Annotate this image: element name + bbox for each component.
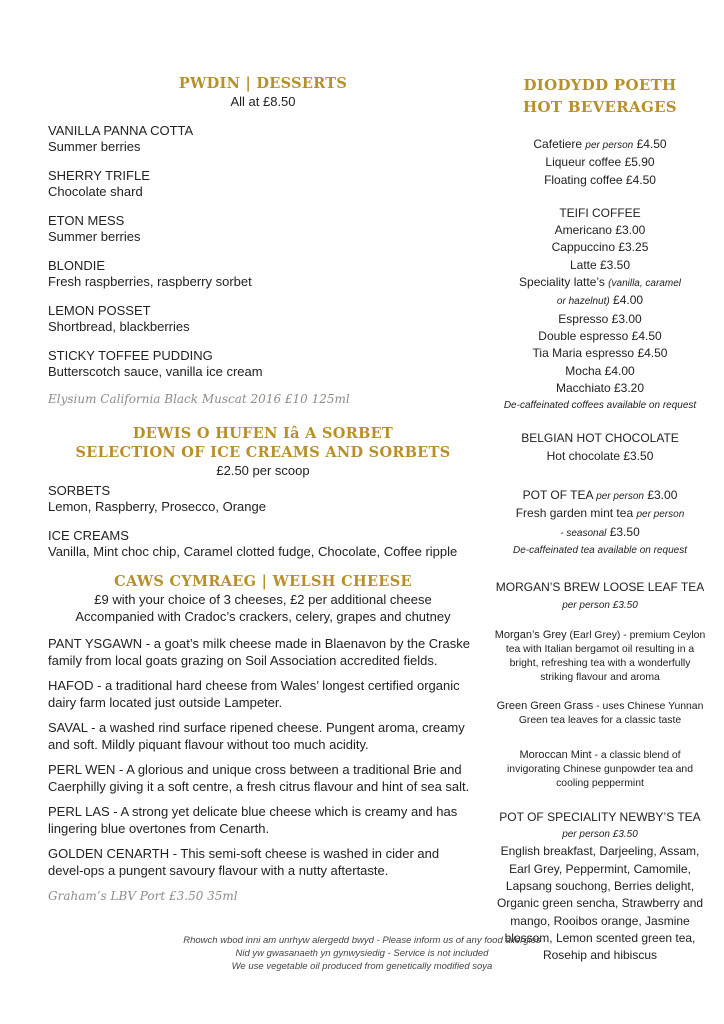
green-green-grass [494,699,706,728]
pot-of-tea-label: POT OF TEA [522,488,597,503]
dessert-item [48,258,478,290]
ice-item-desc: Lemon, Raspberry, Prosecco, Orange [48,499,266,514]
cheese-port: Graham’s LBV Port £3.50 35ml [48,889,238,903]
right-column [494,74,706,965]
dessert-desc: Summer berries [48,139,141,154]
ice-item-desc: Vanilla, Mint choc chip, Caramel clotted fudge, Chocolate, Coffee ripple [48,544,458,559]
per-person-note: per person [636,509,685,521]
cheese-item: GOLDEN CENARTH - This semi-soft cheese is washed in cider and devel-ops a pungent savoury flavour with a nutty aftertaste. [48,846,440,878]
flavour-note: (vanilla, caramel [608,278,681,290]
ice-item-name: SORBETS [48,483,111,498]
dessert-wine: Elysium California Black Muscat 2016 £10 125ml [48,392,350,406]
dessert-name: VANILLA PANNA COTTA [48,123,194,138]
espresso: Espresso £3.00 [558,311,642,326]
footer [0,934,724,973]
ice-item-name: ICE CREAMS [48,528,129,543]
cafetiere-label: Cafetiere [533,137,586,151]
tea-desc: - uses Chinese Yunnan Green tea leaves for a classic taste [518,700,704,726]
dessert-item [48,303,478,335]
hot-chocolate: Hot chocolate £3.50 [546,448,654,463]
cheese-item: PANT YSGAWN - a goat’s milk cheese made in Blaenavon by the Craske family from local goats grazing on Soil Association accredited fields. [48,636,470,668]
left-column [48,74,478,903]
pot-of-tea-line [494,487,706,505]
cheese-item: PERL WEN - A glorious and unique cross between a traditional Brie and Caerphilly giving it a soft centre, a fresh citrus flavour and hint of sea salt. [48,762,470,794]
mint-tea-line1 [494,505,706,523]
ice-title-english: SELECTION OF ICE CREAMS AND SORBETS [75,444,451,461]
morgans-heading: MORGAN’S BREW LOOSE LEAF TEA [495,580,705,595]
dessert-desc: Summer berries [48,229,141,244]
latte: Latte £3.50 [569,257,631,272]
dessert-name: SHERRY TRIFLE [48,168,150,183]
tea-desc: (Earl Grey) - premium Ceylon tea with Italian bergamot oil resulting in a bright, refreshing tea with a wonderfully striking flavour and aroma [505,629,706,683]
dessert-desc: Shortbread, blackberries [48,319,190,334]
mint-tea-price: £3.50 [606,524,640,539]
moroccan-mint [494,748,706,791]
ice-title-welsh: DEWIS O HUFEN Iâ A SORBET [132,425,394,442]
pot-of-tea [494,487,706,559]
americano: Americano £3.00 [554,223,646,238]
service-note: Nid yw gwasanaeth yn gynwysiedig - Service is not included [235,948,489,959]
seasonal-note: - seasonal [560,527,607,539]
pot-of-tea-price: £3.00 [644,488,678,503]
tea-name: Green Green Grass [496,699,594,712]
dessert-desc: Butterscotch sauce, vanilla ice cream [48,364,263,379]
cheese-item: HAFOD - a traditional hard cheese from Wales’ longest certified organic dairy farm located just outside Lampeter. [48,678,460,710]
tea-name: Moroccan Mint [519,748,592,761]
belgian-heading: BELGIAN HOT CHOCOLATE [521,431,679,446]
tea-name: Morgan’s Grey [494,628,567,641]
dessert-item [48,348,478,380]
mocha: Mocha £4.00 [565,363,635,378]
cafetiere-price: £4.50 [633,137,667,151]
dessert-item [48,168,478,200]
newbys-price: per person £3.50 [562,829,638,841]
ice-item [48,483,478,515]
teifi-heading: TEIFI COFFEE [559,205,641,220]
speciality-latte-line2 [494,292,706,310]
dessert-name: ETON MESS [48,213,125,228]
dessert-list [48,123,478,380]
cheese-item: PERL LAS - A strong yet delicate blue cheese which is creamy and has lingering blue overtones from Cenarth. [48,804,458,836]
per-person-note: per person [585,140,634,151]
macchiato: Macchiato £3.20 [555,380,645,395]
newbys-heading: POT OF SPECIALITY NEWBY’S TEA [499,809,701,824]
allergy-note: Rhowch wbod inni am unrhyw alergedd bwyd - Please inform us of any food allergies [183,935,541,946]
dessert-item [48,123,478,155]
decaf-coffee-note: De-caffeinated coffees available on request [503,400,697,412]
flavour-note-end: or hazelnut) [556,296,610,308]
cappuccino: Cappuccino £3.25 [551,240,649,255]
speciality-latte-line1 [494,274,706,292]
morgans-brew [494,579,706,614]
mint-tea-label: Fresh garden mint tea [515,506,637,521]
morgans-price: per person £3.50 [562,599,638,611]
coffee-specials [494,136,706,189]
dessert-name: STICKY TOFFEE PUDDING [48,348,213,363]
oil-note: We use vegetable oil produced from genetically modified soya [231,961,493,972]
cafetiere-line [494,136,706,154]
per-person-note: per person [596,491,644,503]
dessert-name: BLONDIE [48,258,106,273]
beverages-title-english: HOT BEVERAGES [523,98,677,116]
morgans-grey [494,628,706,685]
dessert-item [48,213,478,245]
ice-item [48,528,478,560]
speciality-latte-price: £4.00 [609,293,644,308]
mint-tea-line2 [494,524,706,542]
cheese-note-accompaniments: Accompanied with Cradoc’s crackers, celery, grapes and chutney [75,609,451,624]
cheese-item: SAVAL - a washed rind surface ripened cheese. Pungent aroma, creamy and soft. Mildly piquant flavour without too much acidity. [48,720,465,752]
floating-coffee: Floating coffee £4.50 [544,172,656,187]
beverages-title-welsh: DIODYDD POETH [523,76,677,94]
liqueur-coffee: Liqueur coffee £5.90 [545,155,655,170]
desserts-title: PWDIN | DESSERTS [178,75,348,92]
cheese-note-price: £9 with your choice of 3 cheeses, £2 per additional cheese [94,592,432,607]
dessert-desc: Fresh raspberries, raspberry sorbet [48,274,252,289]
newbys-list: English breakfast, Darjeeling, Assam, Earl Grey, Peppermint, Camomile, Lapsang souchong, Berries delight, Organic green sencha, Strawberry and mango, Rooibos orange, Jasmine blossom, Lemon scented green tea, Rosehip and hibiscus [496,844,704,963]
dessert-desc: Chocolate shard [48,184,143,199]
tea-desc: - a classic blend of invigorating Chinese gunpowder tea and cooling peppermint [506,749,693,789]
belgian-chocolate [494,430,706,465]
double-espresso: Double espresso £4.50 [538,328,662,343]
speciality-latte-label: Speciality latte’s [519,275,609,290]
tia-maria-espresso: Tia Maria espresso £4.50 [532,346,668,361]
dessert-name: LEMON POSSET [48,303,151,318]
decaf-tea-note: De-caffeinated tea available on request [512,544,687,556]
desserts-price-note: All at £8.50 [230,94,296,109]
teifi-coffee [494,205,706,415]
ice-price-note: £2.50 per scoop [216,463,310,478]
cheese-title: CAWS CYMRAEG | WELSH CHEESE [114,573,412,590]
